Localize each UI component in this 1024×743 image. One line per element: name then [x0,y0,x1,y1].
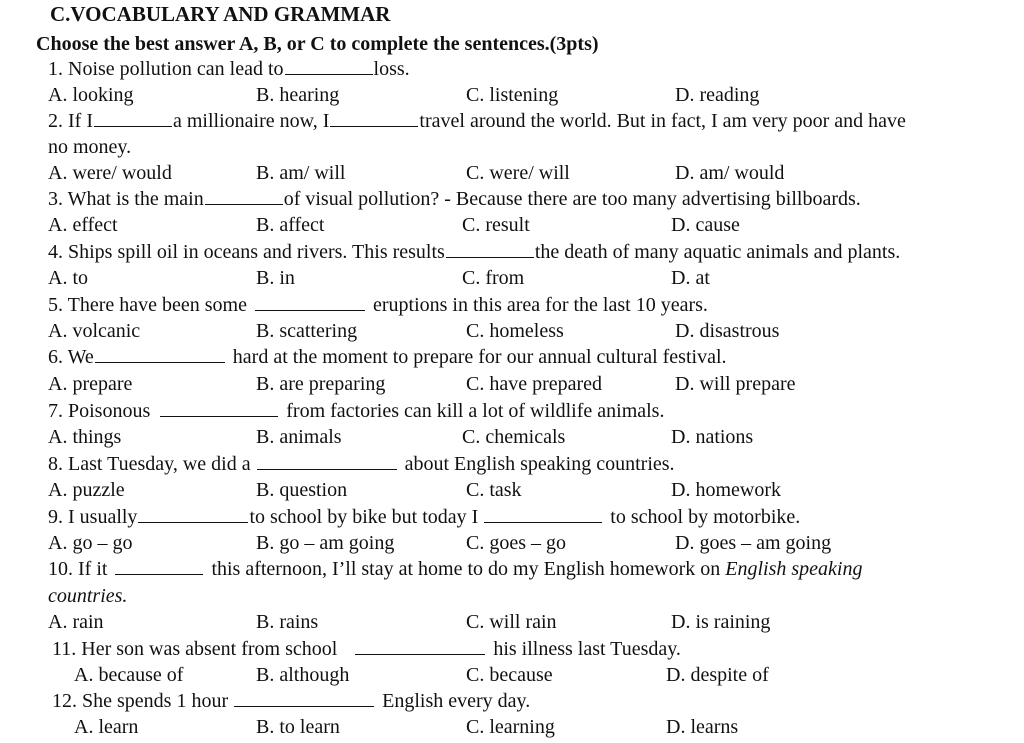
option-b[interactable]: B. am/ will [256,162,346,184]
option-c[interactable]: C. task [466,479,522,501]
question-2-continued: no money. [48,136,132,158]
option-c[interactable]: C. because [466,664,553,686]
question-10-continued: countries. [48,585,128,607]
answer-blank[interactable] [234,692,374,707]
question-11 [52,637,681,661]
question-1 [48,57,410,81]
option-c[interactable]: C. have prepared [466,373,603,395]
question-text: 6. We [48,346,94,368]
question-8 [48,452,675,476]
option-b[interactable]: B. scattering [256,320,358,342]
question-2 [48,109,906,133]
question-3 [48,187,861,211]
answer-blank[interactable] [160,402,278,417]
question-text: this afternoon, I’ll stay at home to do my English homework on [211,558,721,580]
option-d[interactable]: D. despite of [666,664,769,686]
option-c[interactable]: C. chemicals [462,426,566,448]
option-d[interactable]: D. disastrous [675,320,780,342]
question-text: the death of many aquatic animals and plants. [534,241,901,263]
question-text: travel around the world. But in fact, I am very poor and have [419,110,906,132]
question-text: 7. Poisonous [48,400,151,422]
option-c[interactable]: C. from [462,267,525,289]
answer-blank[interactable] [115,560,203,575]
option-b[interactable]: B. hearing [256,84,340,106]
option-a[interactable]: A. prepare [48,373,133,395]
question-text: English every day. [382,690,531,712]
option-c[interactable]: C. result [462,214,530,236]
option-b[interactable]: B. although [256,664,350,686]
section-title: C.VOCABULARY AND GRAMMAR [50,2,391,26]
option-d[interactable]: D. is raining [671,611,771,633]
answer-blank[interactable] [94,112,172,127]
question-text: from factories can kill a lot of wildlife animals. [286,400,665,422]
question-text: his illness last Tuesday. [493,638,681,660]
question-text-italic: English speaking [725,558,863,580]
option-c[interactable]: C. will rain [466,611,557,633]
option-a[interactable]: A. volcanic [48,320,141,342]
answer-blank[interactable] [257,455,397,470]
option-d[interactable]: D. reading [675,84,760,106]
question-9 [48,505,800,529]
option-b[interactable]: B. animals [256,426,342,448]
option-a[interactable]: A. because of [74,664,184,686]
option-c[interactable]: C. were/ will [466,162,570,184]
option-d[interactable]: D. homework [671,479,781,501]
question-text: 4. Ships spill oil in oceans and rivers. This results [48,241,445,263]
question-text: 3. What is the main [48,188,204,210]
option-a[interactable]: A. rain [48,611,104,633]
question-text: to school by motorbike. [610,506,801,528]
option-c[interactable]: C. homeless [466,320,564,342]
option-a[interactable]: A. learn [74,716,139,738]
question-5 [48,293,708,317]
option-d[interactable]: D. goes – am going [675,532,832,554]
question-text: 11. Her son was absent from school [52,638,338,660]
option-b[interactable]: B. affect [256,214,325,236]
option-b[interactable]: B. in [256,267,295,289]
option-d[interactable]: D. at [671,267,710,289]
answer-blank[interactable] [95,348,225,363]
question-10 [48,557,862,581]
question-text: 8. Last Tuesday, we did a [48,453,251,475]
option-d[interactable]: D. will prepare [675,373,796,395]
answer-blank[interactable] [285,60,373,75]
question-text: of visual pollution? - Because there are too many advertising billboards. [283,188,861,210]
option-c[interactable]: C. goes – go [466,532,566,554]
question-text: about English speaking countries. [404,453,675,475]
option-b[interactable]: B. go – am going [256,532,395,554]
option-b[interactable]: B. question [256,479,348,501]
question-text: 1. Noise pollution can lead to [48,58,284,80]
option-a[interactable]: A. to [48,267,88,289]
option-d[interactable]: D. learns [666,716,739,738]
option-a[interactable]: A. things [48,426,122,448]
option-b[interactable]: B. are preparing [256,373,386,395]
option-c[interactable]: C. listening [466,84,559,106]
answer-blank[interactable] [205,190,283,205]
option-a[interactable]: A. looking [48,84,134,106]
answer-blank[interactable] [484,508,602,523]
question-text: a millionaire now, I [172,110,330,132]
option-d[interactable]: D. nations [671,426,754,448]
question-text: 12. She spends 1 hour [52,690,229,712]
question-text: to school by bike but today I [249,506,479,528]
option-a[interactable]: A. puzzle [48,479,125,501]
question-text: 2. If I [48,110,93,132]
question-text: 10. If it [48,558,108,580]
question-text: 9. I usually [48,506,138,528]
option-b[interactable]: B. rains [256,611,319,633]
question-text: hard at the moment to prepare for our annual cultural festival. [232,346,727,368]
option-a[interactable]: A. effect [48,214,118,236]
question-text: eruptions in this area for the last 10 years. [373,294,708,316]
answer-blank[interactable] [255,296,365,311]
answer-blank[interactable] [138,508,248,523]
option-a[interactable]: A. go – go [48,532,133,554]
option-b[interactable]: B. to learn [256,716,340,738]
answer-blank[interactable] [330,112,418,127]
question-text: loss. [373,58,410,80]
answer-blank[interactable] [355,640,485,655]
option-d[interactable]: D. am/ would [675,162,785,184]
question-4 [48,240,900,264]
option-d[interactable]: D. cause [671,214,740,236]
option-a[interactable]: A. were/ would [48,162,172,184]
question-text: 5. There have been some [48,294,247,316]
question-12 [52,689,530,713]
question-7 [48,399,664,423]
answer-blank[interactable] [446,243,534,258]
option-c[interactable]: C. learning [466,716,555,738]
instructions: Choose the best answer A, B, or C to complete the sentences.(3pts) [36,33,599,55]
question-6 [48,345,727,369]
